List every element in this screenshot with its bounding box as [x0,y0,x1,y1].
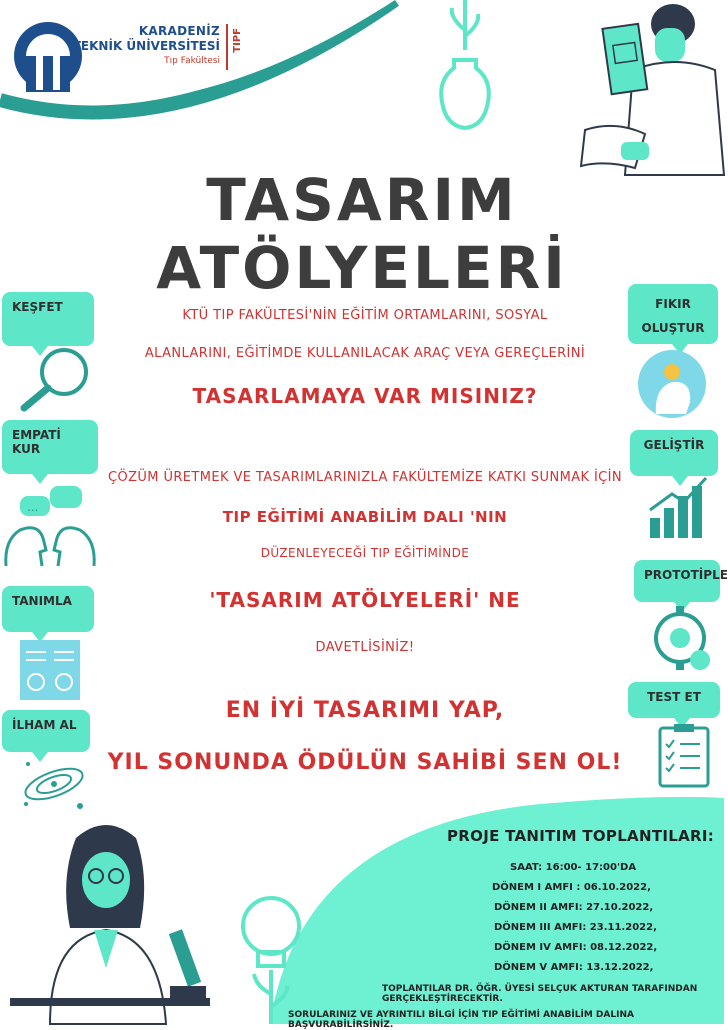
page-title: TASARIM ATÖLYELERİ [156,166,568,302]
body-line-8: DAVETLİSİNİZ! [315,640,415,655]
lightbulb-icon [430,0,500,135]
university-logo [12,20,252,90]
schedule-time: SAAT: 16:00- 17:00'DA [510,862,637,873]
footer-note: SORULARINIZ VE AYRINTILI BİLGİ İÇİN TIP EĞİTİMİ ANABİLİM DALINA BAŞVURABİLİRSİNİZ. [288,1010,634,1030]
schedule-item-2: DÖNEM II AMFI: 27.10.2022, [494,902,654,913]
schedule-item-4: DÖNEM IV AMFI: 08.12.2022, [494,942,658,953]
body-line-1: KTÜ TIP FAKÜLTESİ'NİN EĞİTİM ORTAMLARINI, SOSYAL [182,308,548,323]
doctor-with-clipboard-illustration [575,0,724,175]
bubble-empati-kur [2,420,98,474]
body-line-9: EN İYİ TASARIMI YAP, [225,698,505,723]
bubble-tanimla-label: TANIMLA [12,594,72,608]
lightbulb-outline-icon [238,890,304,1024]
logo-vertical-text-wrap [232,28,246,68]
logo-line-1: KARADENİZ [138,24,220,38]
body-line-5: TIP EĞİTİMİ ANABİLİM DALI 'NIN [222,508,508,526]
logo-vertical-text: TIPF [232,28,243,53]
schedule-item-1: DÖNEM I AMFI : 06.10.2022, [492,882,651,893]
gear-prototype-icon [648,604,716,674]
body-line-2: ALANLARINI, EĞİTİMDE KULLANILACAK ARAÇ VEYA GEREÇLERİNİ [144,346,586,361]
body-line-10: YIL SONUNDA ÖDÜLÜN SAHİBİ SEN OL! [107,750,623,775]
logo-separator [226,24,228,70]
schedule-title: PROJE TANITIM TOPLANTILARI: [447,827,715,845]
schedule-item-5: DÖNEM V AMFI: 13.12.2022, [494,962,654,973]
ktu-emblem-icon [12,20,84,92]
bubble-kesfet-label: KEŞFET [12,300,63,314]
body-line-7: 'TASARIM ATÖLYELERİ' NE [209,588,521,612]
bubble-empati-kur-label: EMPATİ KUR [12,428,61,456]
bubble-prototiple-label: PROTOTİPLE [644,568,728,582]
body-line-6: DÜZENLEYECEĞİ TIP EĞİTİMİNDE [260,546,470,560]
bubble-test-et-label: TEST ET [647,690,701,704]
bubble-fikir-olustur-label: FIKIR OLUŞTUR [641,297,705,335]
body-headline: TASARLAMAYA VAR MISINIZ? [192,384,538,408]
body-line-4: ÇÖZÜM ÜRETMEK VE TASARIMLARINIZLA FAKÜLTEMİZE KATKI SUNMAK İÇİN [107,470,623,485]
bubble-gelistir-label: GELİŞTİR [643,438,705,452]
schedule-note: TOPLANTILAR DR. ÖĞR. ÜYESİ SELÇUK AKTURAN TARAFINDAN GERÇEKLEŞTİRECEKTİR. [382,984,698,1004]
schedule-item-3: DÖNEM III AMFI: 23.11.2022, [494,922,657,933]
student-with-microscope-illustration [10,818,230,1024]
bubble-ilham-al-label: İLHAM AL [12,718,77,732]
logo-line-3: Tıp Fakültesi [164,56,220,66]
logo-line-2: TEKNİK ÜNİVERSİTESİ [72,39,220,53]
svg-text:...: ... [27,500,39,514]
